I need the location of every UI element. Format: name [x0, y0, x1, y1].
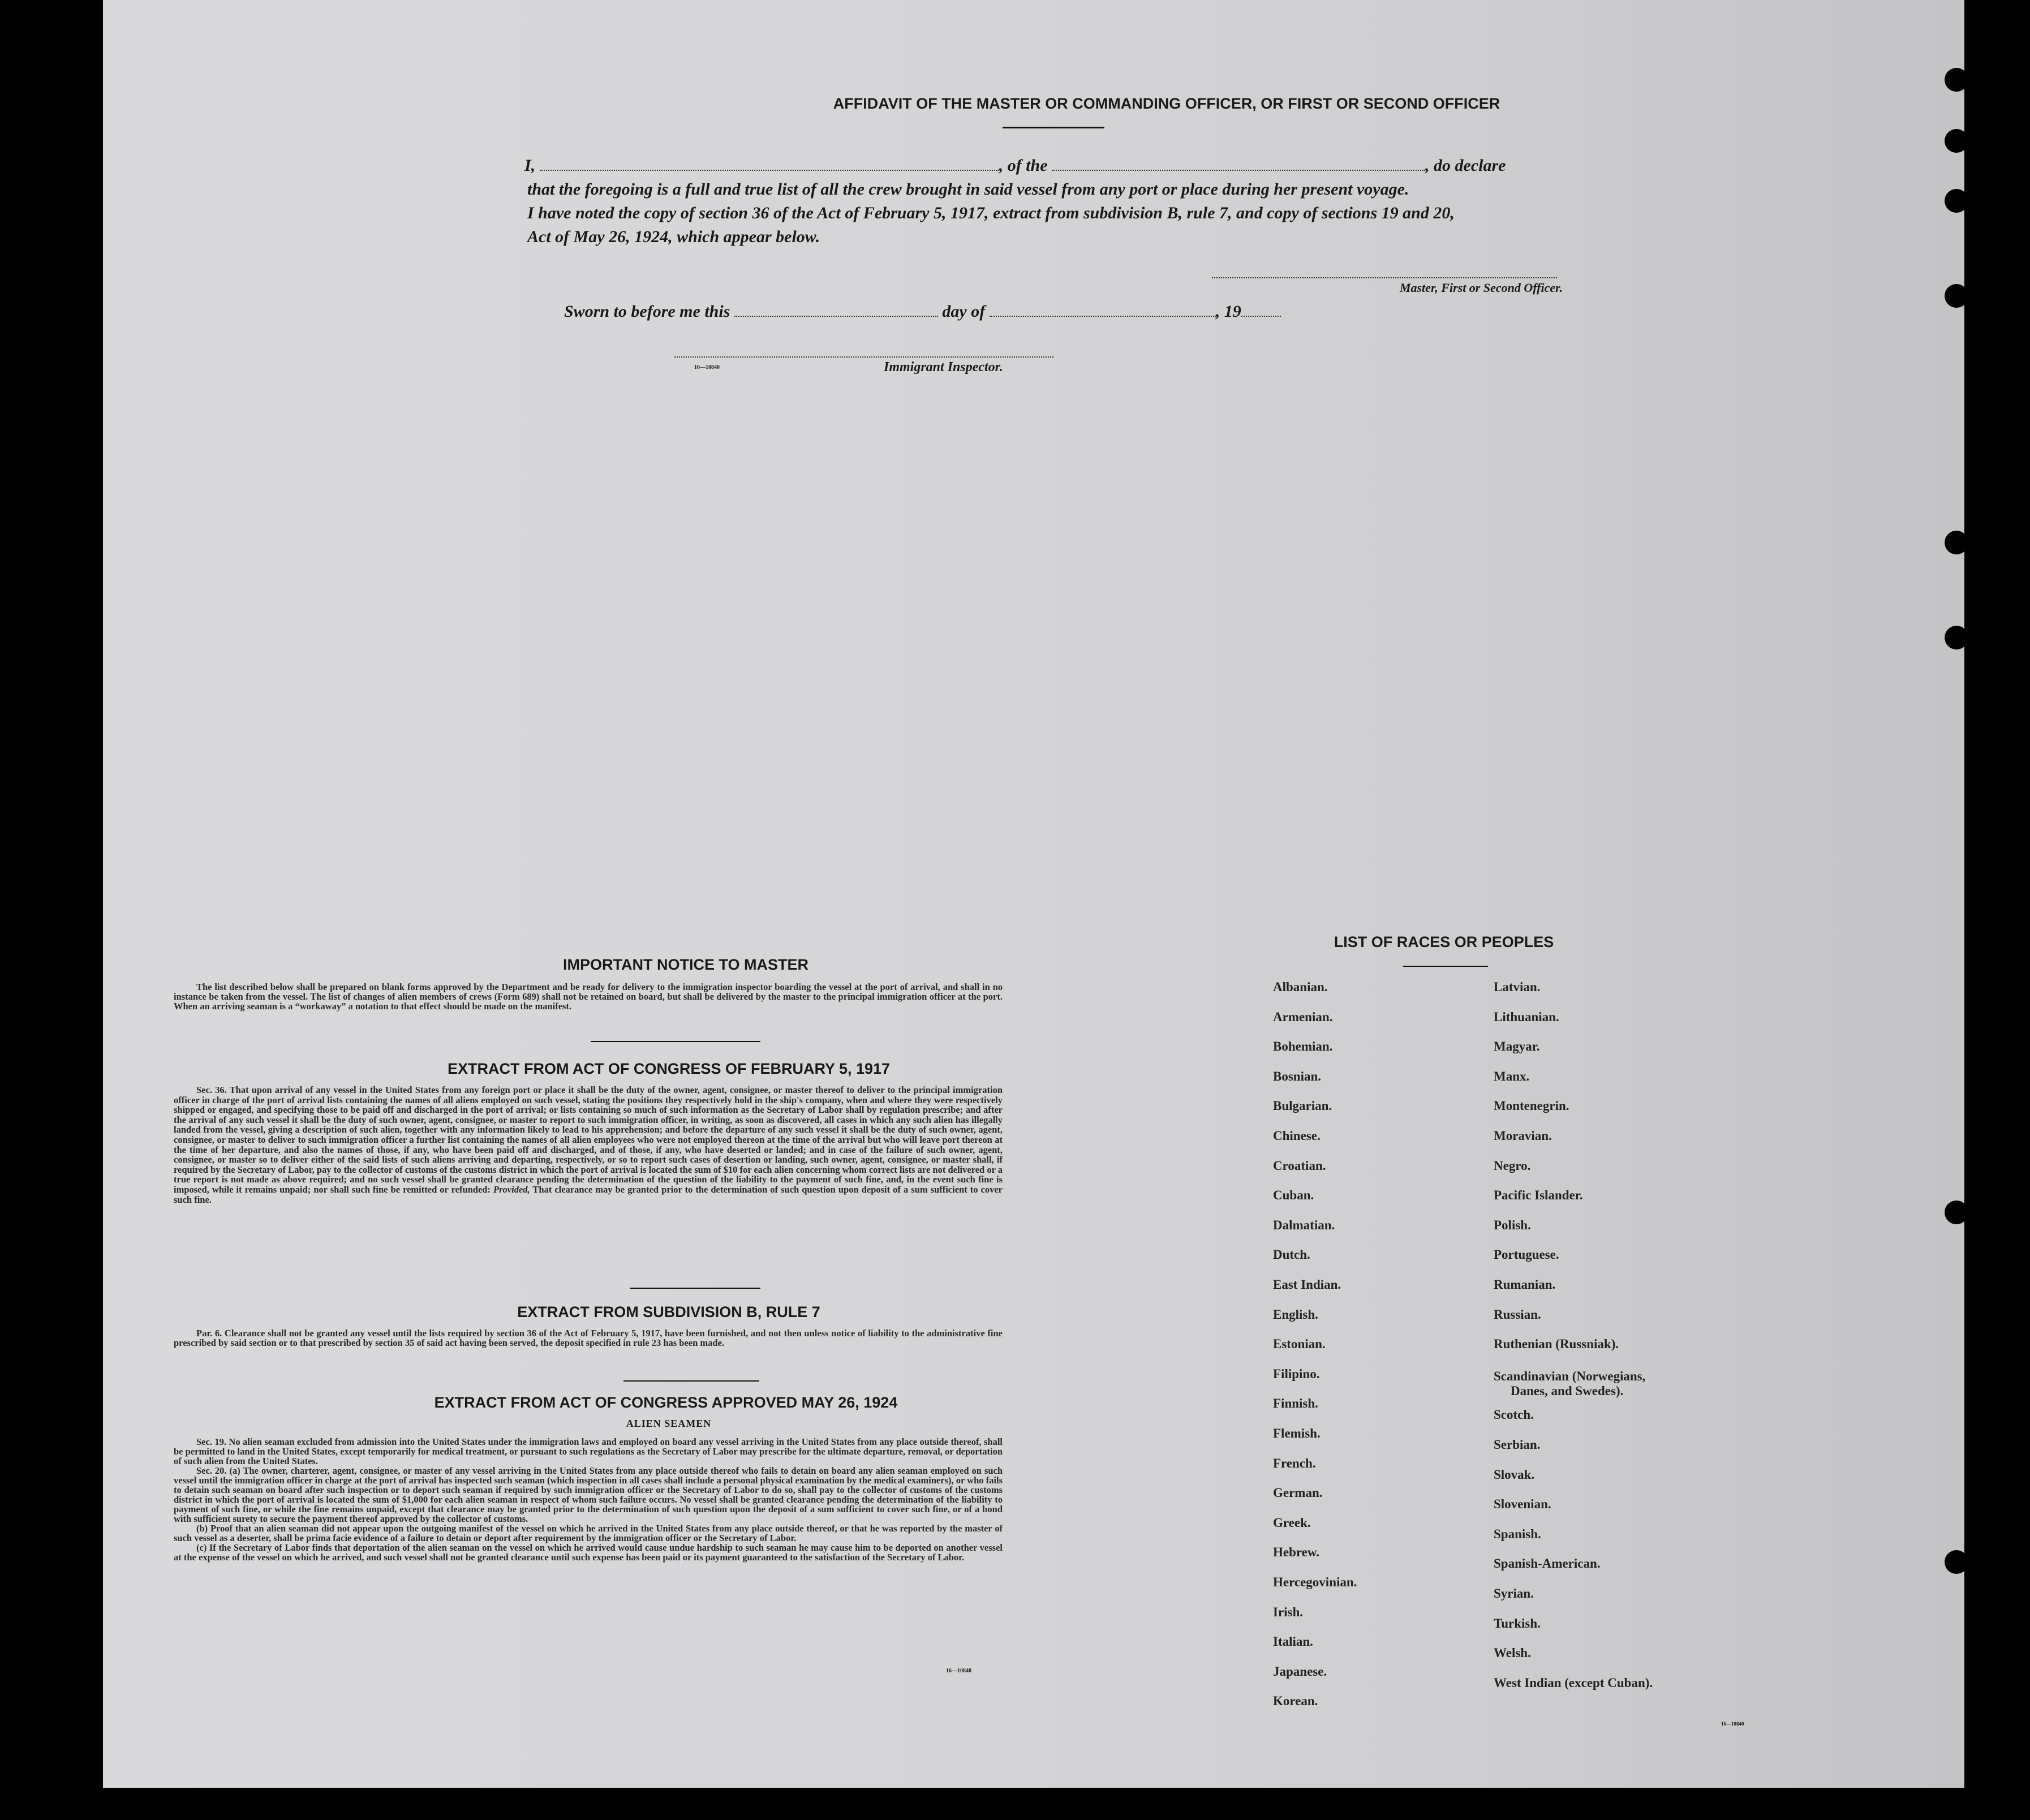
- extract-1917-body: [174, 1085, 1003, 1204]
- signature-line[interactable]: [1212, 277, 1557, 278]
- binder-hole: [1945, 129, 1968, 153]
- race-item: German.: [1273, 1486, 1323, 1500]
- signature-caption: Master, First or Second Officer.: [1399, 281, 1563, 295]
- vessel-blank[interactable]: [1052, 158, 1425, 171]
- race-item: Bosnian.: [1273, 1069, 1322, 1083]
- race-item: Irish.: [1273, 1604, 1304, 1619]
- sec-36-label: Sec. 36.: [196, 1085, 227, 1095]
- race-item: Portuguese.: [1494, 1247, 1559, 1262]
- race-item: Latvian.: [1494, 980, 1541, 994]
- of-the-label: , of the: [999, 156, 1048, 175]
- sec-20a-text: Sec. 20. (a) The owner, charterer, agent, consignee, or master of any vessel arriving in the United States from any place outside thereof who fails to detain on board any alien seaman employed on such vessel until the immigration officer in charge at the port of arrival has inspected such seaman (which inspection in all cases shall include a personal physical examination by the medical examiners), or who fails to detain such seaman on board after such inspection or to deport such seaman if required by such immigration officer or the Secretary of Labor to do so, shall pay to the collector of customs of the customs district in which the port of arrival is located the sum of $1,000 for each alien seaman in respect of whom such failure occurs. No vessel shall be granted clearance pending the determination of the liability to payment of such fine, or while the fine remains unpaid, except that clearance may be granted prior to the determination of such question upon the deposit of a sum sufficient to cover such fine, or of a bond with sufficient surety to secure the payment thereof approved by the collector of customs.: [174, 1465, 1003, 1524]
- race-item: Danes, and Swedes).: [1511, 1383, 1624, 1398]
- race-item: Russian.: [1494, 1307, 1541, 1322]
- binder-hole: [1945, 284, 1968, 308]
- race-item: Montenegrin.: [1494, 1099, 1569, 1113]
- race-item: Spanish-American.: [1494, 1556, 1601, 1571]
- race-item: Finnish.: [1273, 1396, 1318, 1411]
- binder-hole: [1945, 1201, 1968, 1224]
- race-item: Hebrew.: [1273, 1545, 1319, 1560]
- affidavit-form-number: 16—10840: [694, 364, 720, 371]
- i-label: I,: [524, 156, 536, 175]
- sworn-year-blank[interactable]: [1241, 304, 1281, 317]
- race-item: Negro.: [1494, 1158, 1531, 1173]
- sec-36-text: That upon arrival of any vessel in the United States from any foreign port or place it shall be the duty of the owner, agent, consignee, or master thereof to deliver to the principal immigration officer in charge of the port of arrival lists containing the names of all aliens employed on such vessel, stating the positions they respectively hold in the ship's company, when and where they were respectively shipped or engaged, and specifying those to be paid off and discharged in the port of arrival; or lists containing so much of such information as the Secretary of Labor shall by regulation prescribe; and after the arrival of any such vessel it shall be the duty of such owner, agent, consignee, or master to report to such immigration officer, in writing, as soon as discovered, all cases in which any such alien has illegally landed from the vessel, giving a description of such alien, together with any information likely to lead to his apprehension; and before the departure of any such vessel it shall be the duty of such owner, agent, consignee, or master to deliver to such immigration officer a further list containing the names of all alien employees who were not employed thereon at the time of the arrival but who will leave port thereon at the time of her departure, and also the names of those, if any, who have been paid off and discharged, and of those, if any, who have deserted or landed; and in case of the failure of such owner, agent, consignee, or master so to deliver either of the said lists of such aliens arriving and departing, respectively, or so to report such cases of desertion or landing, such owner, agent, consignee, or master shall, if required by the Secretary of Labor, pay to the collector of customs of the customs district in which the port of arrival is located the sum of $10 for each alien concerning whom correct lists are not delivered or a true report is not made as above required; and no such vessel shall be granted clearance pending the determination of the question of the liability to the payment of such fine, and, in the event such fine is imposed, while it remains unpaid; nor shall such fine be remitted or refunded:: [174, 1085, 1003, 1195]
- race-item: Dalmatian.: [1273, 1217, 1335, 1232]
- inspector-signature-line[interactable]: [674, 356, 1053, 358]
- race-item: Bulgarian.: [1273, 1099, 1332, 1113]
- race-item: Flemish.: [1273, 1426, 1321, 1440]
- sworn-month-blank[interactable]: [990, 304, 1216, 317]
- sec-19-text: Sec. 19. No alien seaman excluded from admission into the United States under the immigration laws and employed on board any vessel arriving in the United States from any place outside thereof, shall be permitted to land in the United States, except temporarily for medical treatment, or pursuant to such regulations as the Secretary of Labor may prescribe for the ultimate departure, removal, or deportation of such alien from the United States.: [174, 1436, 1003, 1466]
- race-item: Dutch.: [1273, 1247, 1310, 1262]
- race-item: Lithuanian.: [1494, 1009, 1559, 1024]
- race-item: Magyar.: [1494, 1039, 1540, 1054]
- race-item: Greek.: [1273, 1515, 1311, 1530]
- provided-label: Provided,: [493, 1184, 530, 1195]
- race-item: Pacific Islander.: [1494, 1188, 1583, 1203]
- document-sheet: [103, 0, 1964, 1788]
- inspector-caption: Immigrant Inspector.: [884, 360, 1003, 375]
- race-item: Scotch.: [1494, 1408, 1534, 1422]
- extract-rule7-rule: [623, 1380, 759, 1382]
- race-item: East Indian.: [1273, 1277, 1341, 1292]
- binder-hole: [1945, 626, 1968, 649]
- races-title: LIST OF RACES OR PEOPLES: [1334, 933, 1554, 950]
- sec-20c-text: (c) If the Secretary of Labor finds that deportation of the alien seaman on the vessel on which he arrived would cause undue hardship to such seaman he may cause him to be deported on another vessel at the expense of the vessel on which he arrived, and such vessel shall not be granted clearance until such expense has been paid or its payment guaranteed to the satisfaction of the Secretary of Labor.: [174, 1542, 1003, 1563]
- binder-hole: [1945, 1550, 1968, 1574]
- race-item: Slovenian.: [1494, 1497, 1551, 1512]
- race-item: Bohemian.: [1273, 1039, 1333, 1054]
- race-item: Croatian.: [1273, 1158, 1326, 1173]
- race-item: Slovak.: [1494, 1467, 1535, 1482]
- binder-hole: [1945, 531, 1968, 554]
- race-item: Italian.: [1273, 1634, 1313, 1649]
- affidavit-line3: I have noted the copy of section 36 of the Act of February 5, 1917, extract from subdivision B, rule 7, and copy of sections 19 and 20,: [527, 204, 1455, 222]
- race-item: Albanian.: [1273, 980, 1328, 994]
- name-blank[interactable]: [540, 158, 999, 171]
- races-rule: [1403, 966, 1488, 967]
- race-item: Chinese.: [1273, 1129, 1321, 1143]
- extract-1924-title: EXTRACT FROM ACT OF CONGRESS APPROVED MAY 26, 1924: [434, 1394, 898, 1411]
- race-item: Hercegovinian.: [1273, 1575, 1357, 1589]
- binder-hole: [1945, 68, 1968, 92]
- race-item: Cuban.: [1273, 1188, 1314, 1203]
- extract-1917-title: EXTRACT FROM ACT OF CONGRESS OF FEBRUARY 5, 1917: [447, 1060, 891, 1077]
- race-item: Estonian.: [1273, 1337, 1326, 1352]
- sec-20b-text: (b) Proof that an alien seaman did not appear upon the outgoing manifest of the vessel on which he arrived in the United States from any place outside thereof, or that he was reported by the master of such vessel as a deserter, shall be prima facie evidence of a failure to detain or deport after requirement by the immigration officer or the Secretary of Labor.: [174, 1523, 1003, 1543]
- race-item: Japanese.: [1273, 1664, 1327, 1679]
- race-item: Serbian.: [1494, 1438, 1541, 1452]
- race-item: English.: [1273, 1307, 1318, 1322]
- race-item: Armenian.: [1273, 1009, 1333, 1024]
- sworn-day-blank[interactable]: [734, 304, 938, 317]
- notice-body: The list described below shall be prepared on blank forms approved by the Department and be ready for delivery to the immigration inspector boarding the vessel at the port of arrival, and shall in no instance be taken from the vessel. The list of changes of alien members of crews (Form 689) shall not be retained on board, but shall be delivered by the master to the principal immigration officer at the port. When an arriving seaman is a “workaway” a notation to that effect should be made on the manifest.: [174, 982, 1003, 1012]
- sworn-label: Sworn to before me this: [564, 302, 730, 321]
- notice-title: IMPORTANT NOTICE TO MASTER: [563, 956, 808, 973]
- race-item: Scandinavian (Norwegians,: [1494, 1369, 1646, 1383]
- affidavit-line2: that the foregoing is a full and true list of all the crew brought in said vessel from any port or place during her present voyage.: [527, 180, 1409, 199]
- race-item: West Indian (except Cuban).: [1494, 1675, 1653, 1690]
- affidavit-line1: [524, 156, 1713, 175]
- race-item: Polish.: [1494, 1217, 1531, 1232]
- affidavit-title: AFFIDAVIT OF THE MASTER OR COMMANDING OFFICER, OR FIRST OR SECOND OFFICER: [833, 95, 1500, 112]
- race-item: Manx.: [1494, 1069, 1530, 1083]
- race-item: Welsh.: [1494, 1646, 1531, 1660]
- sworn-line: [564, 302, 1469, 321]
- binder-hole: [1945, 189, 1968, 213]
- race-item: Syrian.: [1494, 1586, 1534, 1600]
- title-rule: [1003, 127, 1104, 128]
- race-item: Filipino.: [1273, 1366, 1320, 1381]
- race-item: Moravian.: [1494, 1129, 1552, 1143]
- races-form-number: 16—10840: [1721, 1721, 1744, 1727]
- extract-1924-subtitle: ALIEN SEAMEN: [626, 1418, 712, 1429]
- day-of-label: day of: [942, 302, 986, 321]
- affidavit-line4: Act of May 26, 1924, which appear below.: [527, 227, 820, 246]
- extract-1924-form-number: 16—10840: [946, 1668, 971, 1674]
- sec-36-tail: That clearance may be granted prior to the determination of such question upon deposit of a sum sufficient to cover such fine.: [174, 1184, 1003, 1205]
- notice-rule: [591, 1041, 760, 1042]
- race-item: Korean.: [1273, 1694, 1318, 1709]
- extract-rule7-title: EXTRACT FROM SUBDIVISION B, RULE 7: [517, 1303, 820, 1320]
- year-label: , 19: [1215, 302, 1241, 321]
- race-item: Spanish.: [1494, 1526, 1541, 1541]
- race-item: Turkish.: [1494, 1616, 1541, 1630]
- race-item: French.: [1273, 1456, 1316, 1470]
- extract-rule7-body: Par. 6. Clearance shall not be granted any vessel until the lists required by section 36 of the Act of February 5, 1917, have been furnished, and not then unless notice of liability to the administrative fine prescribed by said section or to that prescribed by section 35 of said act having been served, the deposit specified in rule 23 has been made.: [174, 1328, 1003, 1348]
- race-item: Ruthenian (Russniak).: [1494, 1337, 1619, 1352]
- do-declare-label: , do declare: [1425, 156, 1506, 175]
- extract-1917-rule: [630, 1288, 760, 1289]
- race-item: Rumanian.: [1494, 1277, 1556, 1292]
- extract-1924-body: [174, 1437, 1003, 1562]
